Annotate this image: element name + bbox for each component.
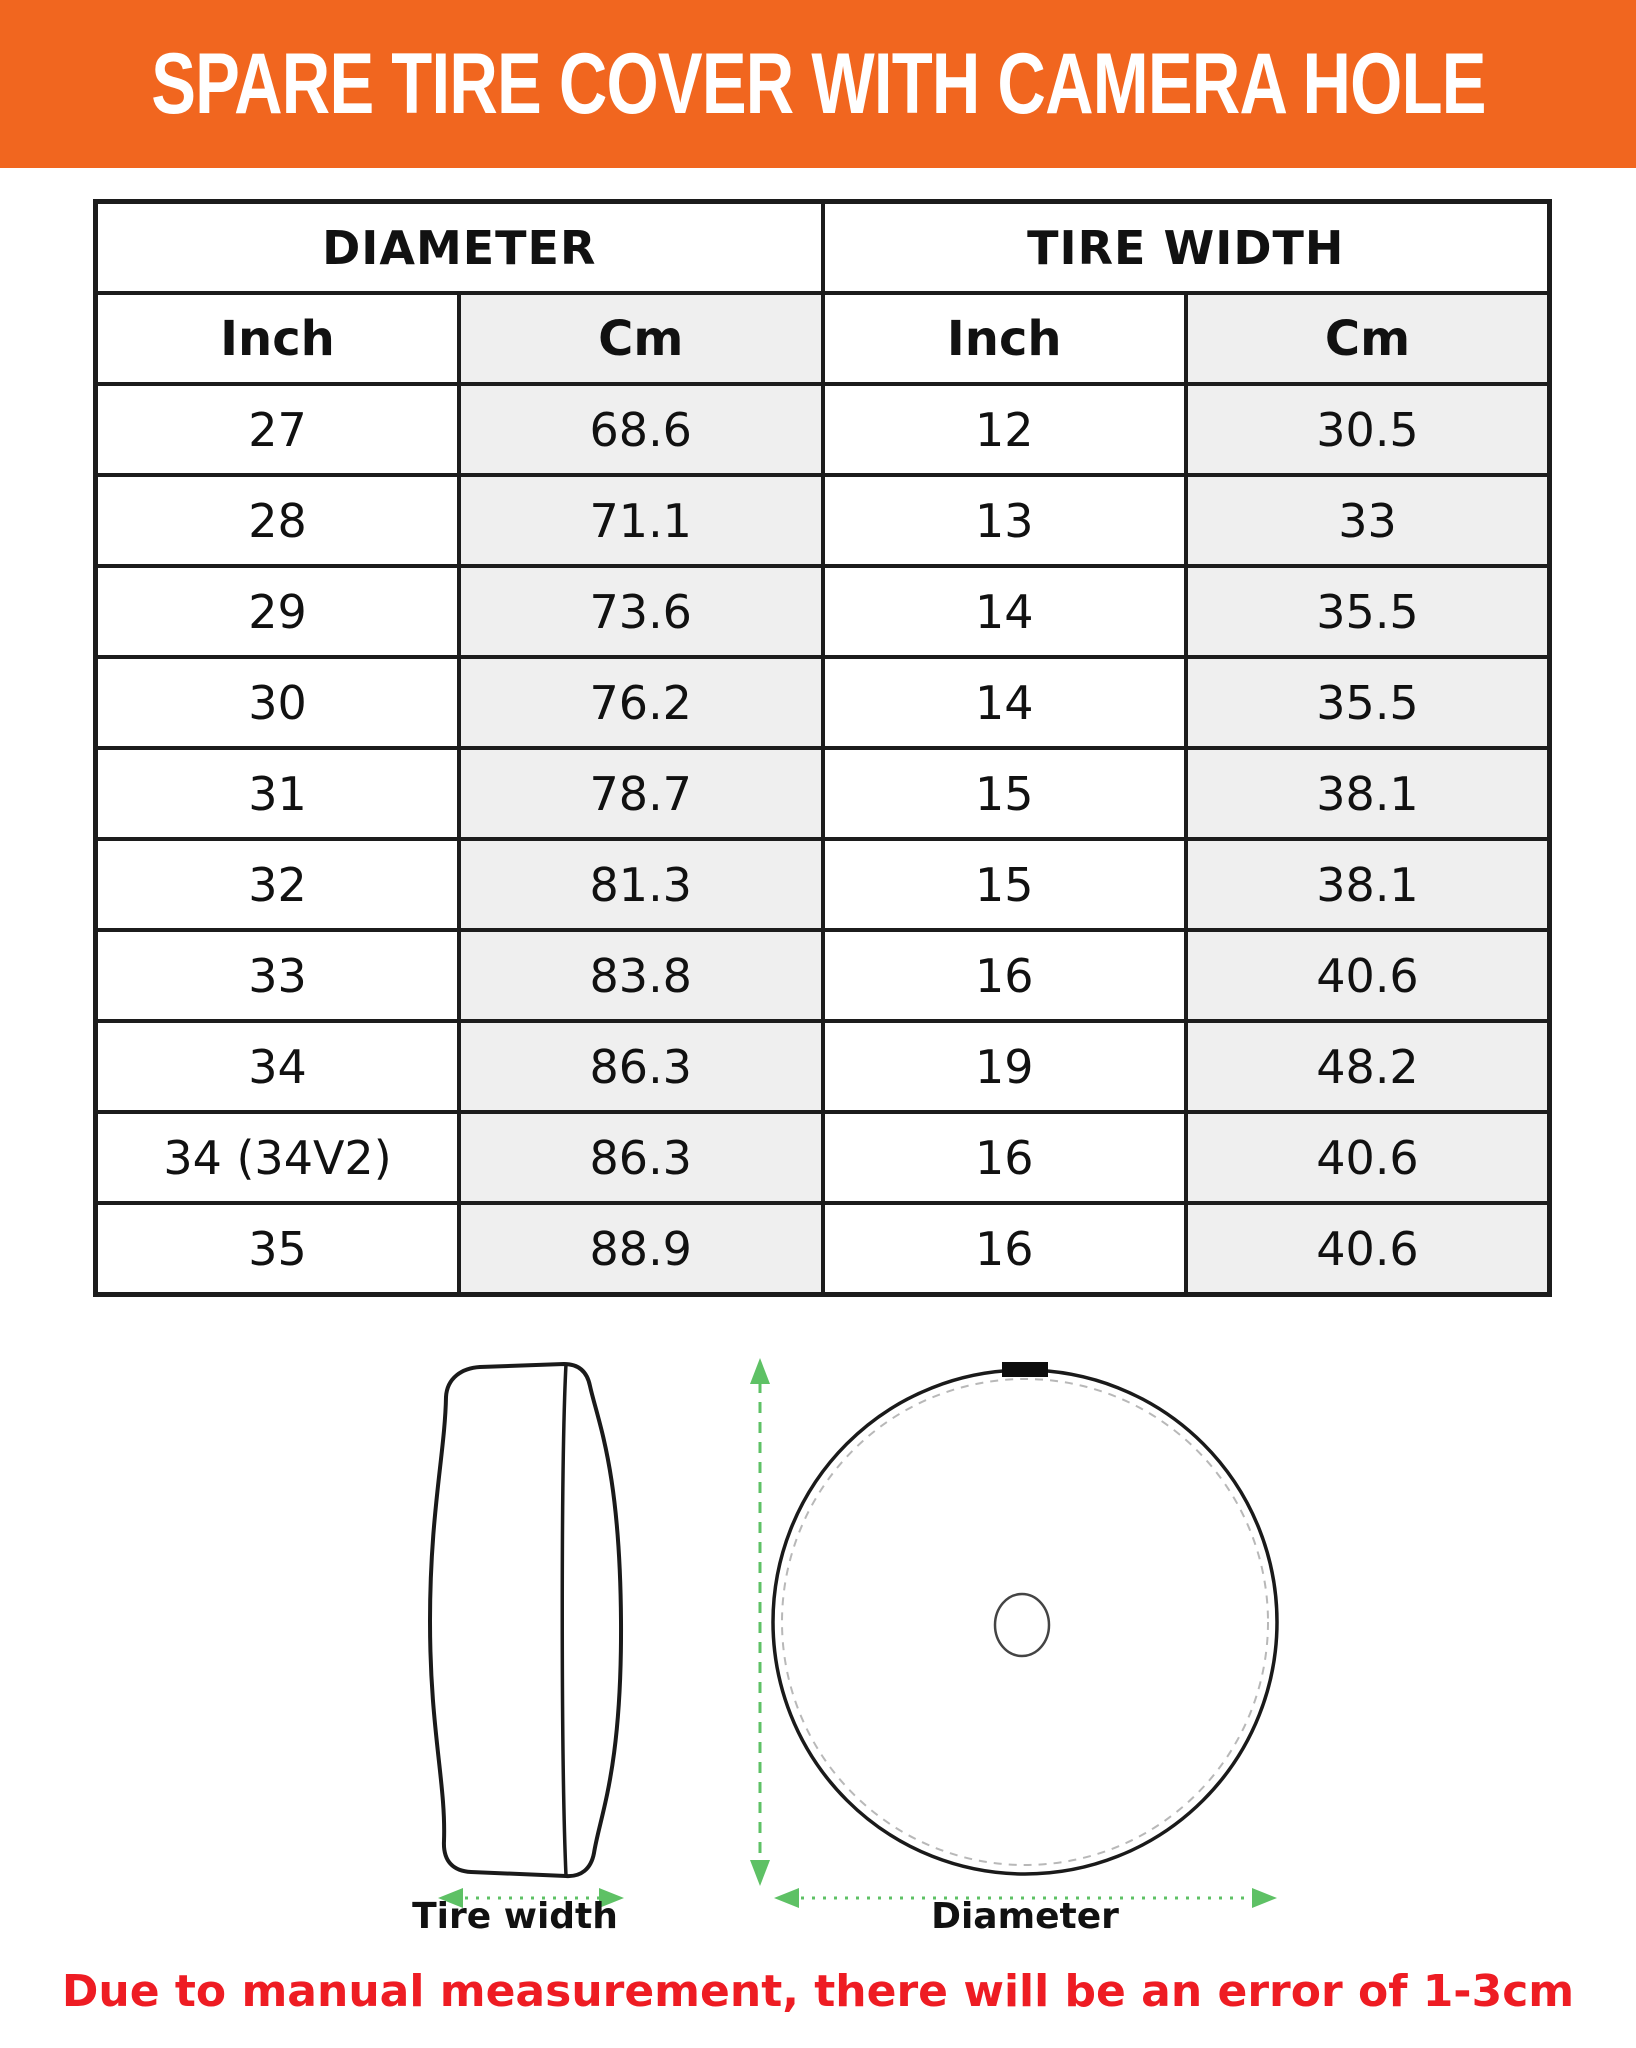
sub-header-row [96,293,1550,384]
table-row [96,930,1550,1021]
subheader-width-cm: Cm [1186,293,1550,384]
page-title: SPARE TIRE COVER WITH CAMERA HOLE [150,35,1486,132]
diameter-vertical-arrow [750,1358,770,1886]
table-cell: 16 [823,930,1187,1021]
tire-side-view [430,1364,621,1876]
top-tab [1002,1362,1048,1377]
table-cell: 27 [96,384,460,475]
table-cell: 13 [823,475,1187,566]
table-cell: 31 [96,748,460,839]
table-row [96,839,1550,930]
tire-front-view [773,1362,1277,1874]
size-table-body [96,384,1550,1295]
table-cell: 35.5 [1186,566,1550,657]
table-row [96,475,1550,566]
table-cell: 16 [823,1112,1187,1203]
table-cell: 86.3 [459,1112,823,1203]
table-cell: 14 [823,657,1187,748]
group-header-diameter: DIAMETER [96,202,823,294]
table-cell: 15 [823,748,1187,839]
arrow-right-icon [1252,1888,1277,1908]
table-cell: 32 [96,839,460,930]
camera-hole [995,1594,1049,1656]
diameter-label: Diameter [931,1896,1119,1937]
table-cell: 29 [96,566,460,657]
table-cell: 38.1 [1186,748,1550,839]
table-cell: 40.6 [1186,1203,1550,1295]
table-cell: 30.5 [1186,384,1550,475]
table-cell: 40.6 [1186,930,1550,1021]
table-cell: 86.3 [459,1021,823,1112]
table-cell: 71.1 [459,475,823,566]
table-cell: 19 [823,1021,1187,1112]
table-cell: 48.2 [1186,1021,1550,1112]
table-row [96,1112,1550,1203]
size-table [93,199,1552,1297]
tire-side-outline [430,1364,621,1876]
arrow-down-icon [750,1860,770,1886]
table-cell: 33 [1186,475,1550,566]
arrow-up-icon [750,1358,770,1384]
table-row [96,1021,1550,1112]
subheader-diameter-cm: Cm [459,293,823,384]
subheader-width-inch: Inch [823,293,1187,384]
table-cell: 73.6 [459,566,823,657]
measurement-note: Due to manual measurement, there will be an error of 1-3cm [61,1966,1575,2017]
table-row [96,384,1550,475]
table-cell: 88.9 [459,1203,823,1295]
table-cell: 35.5 [1186,657,1550,748]
table-row [96,566,1550,657]
tire-diagram [0,1300,1636,2048]
table-cell: 14 [823,566,1187,657]
banner [0,0,1636,168]
tire-width-label: Tire width [412,1896,618,1937]
table-cell: 35 [96,1203,460,1295]
arrow-left-icon [774,1888,799,1908]
table-row [96,1203,1550,1295]
table-cell: 15 [823,839,1187,930]
table-cell: 81.3 [459,839,823,930]
table-cell: 30 [96,657,460,748]
table-cell: 76.2 [459,657,823,748]
table-cell: 38.1 [1186,839,1550,930]
group-header-row [96,202,1550,294]
table-cell: 34 (34V2) [96,1112,460,1203]
table-cell: 40.6 [1186,1112,1550,1203]
subheader-diameter-inch: Inch [96,293,460,384]
table-cell: 12 [823,384,1187,475]
table-row [96,748,1550,839]
table-cell: 28 [96,475,460,566]
table-cell: 34 [96,1021,460,1112]
table-cell: 68.6 [459,384,823,475]
table-cell: 83.8 [459,930,823,1021]
table-row [96,657,1550,748]
table-cell: 78.7 [459,748,823,839]
table-cell: 33 [96,930,460,1021]
group-header-tire-width: TIRE WIDTH [823,202,1550,294]
table-cell: 16 [823,1203,1187,1295]
